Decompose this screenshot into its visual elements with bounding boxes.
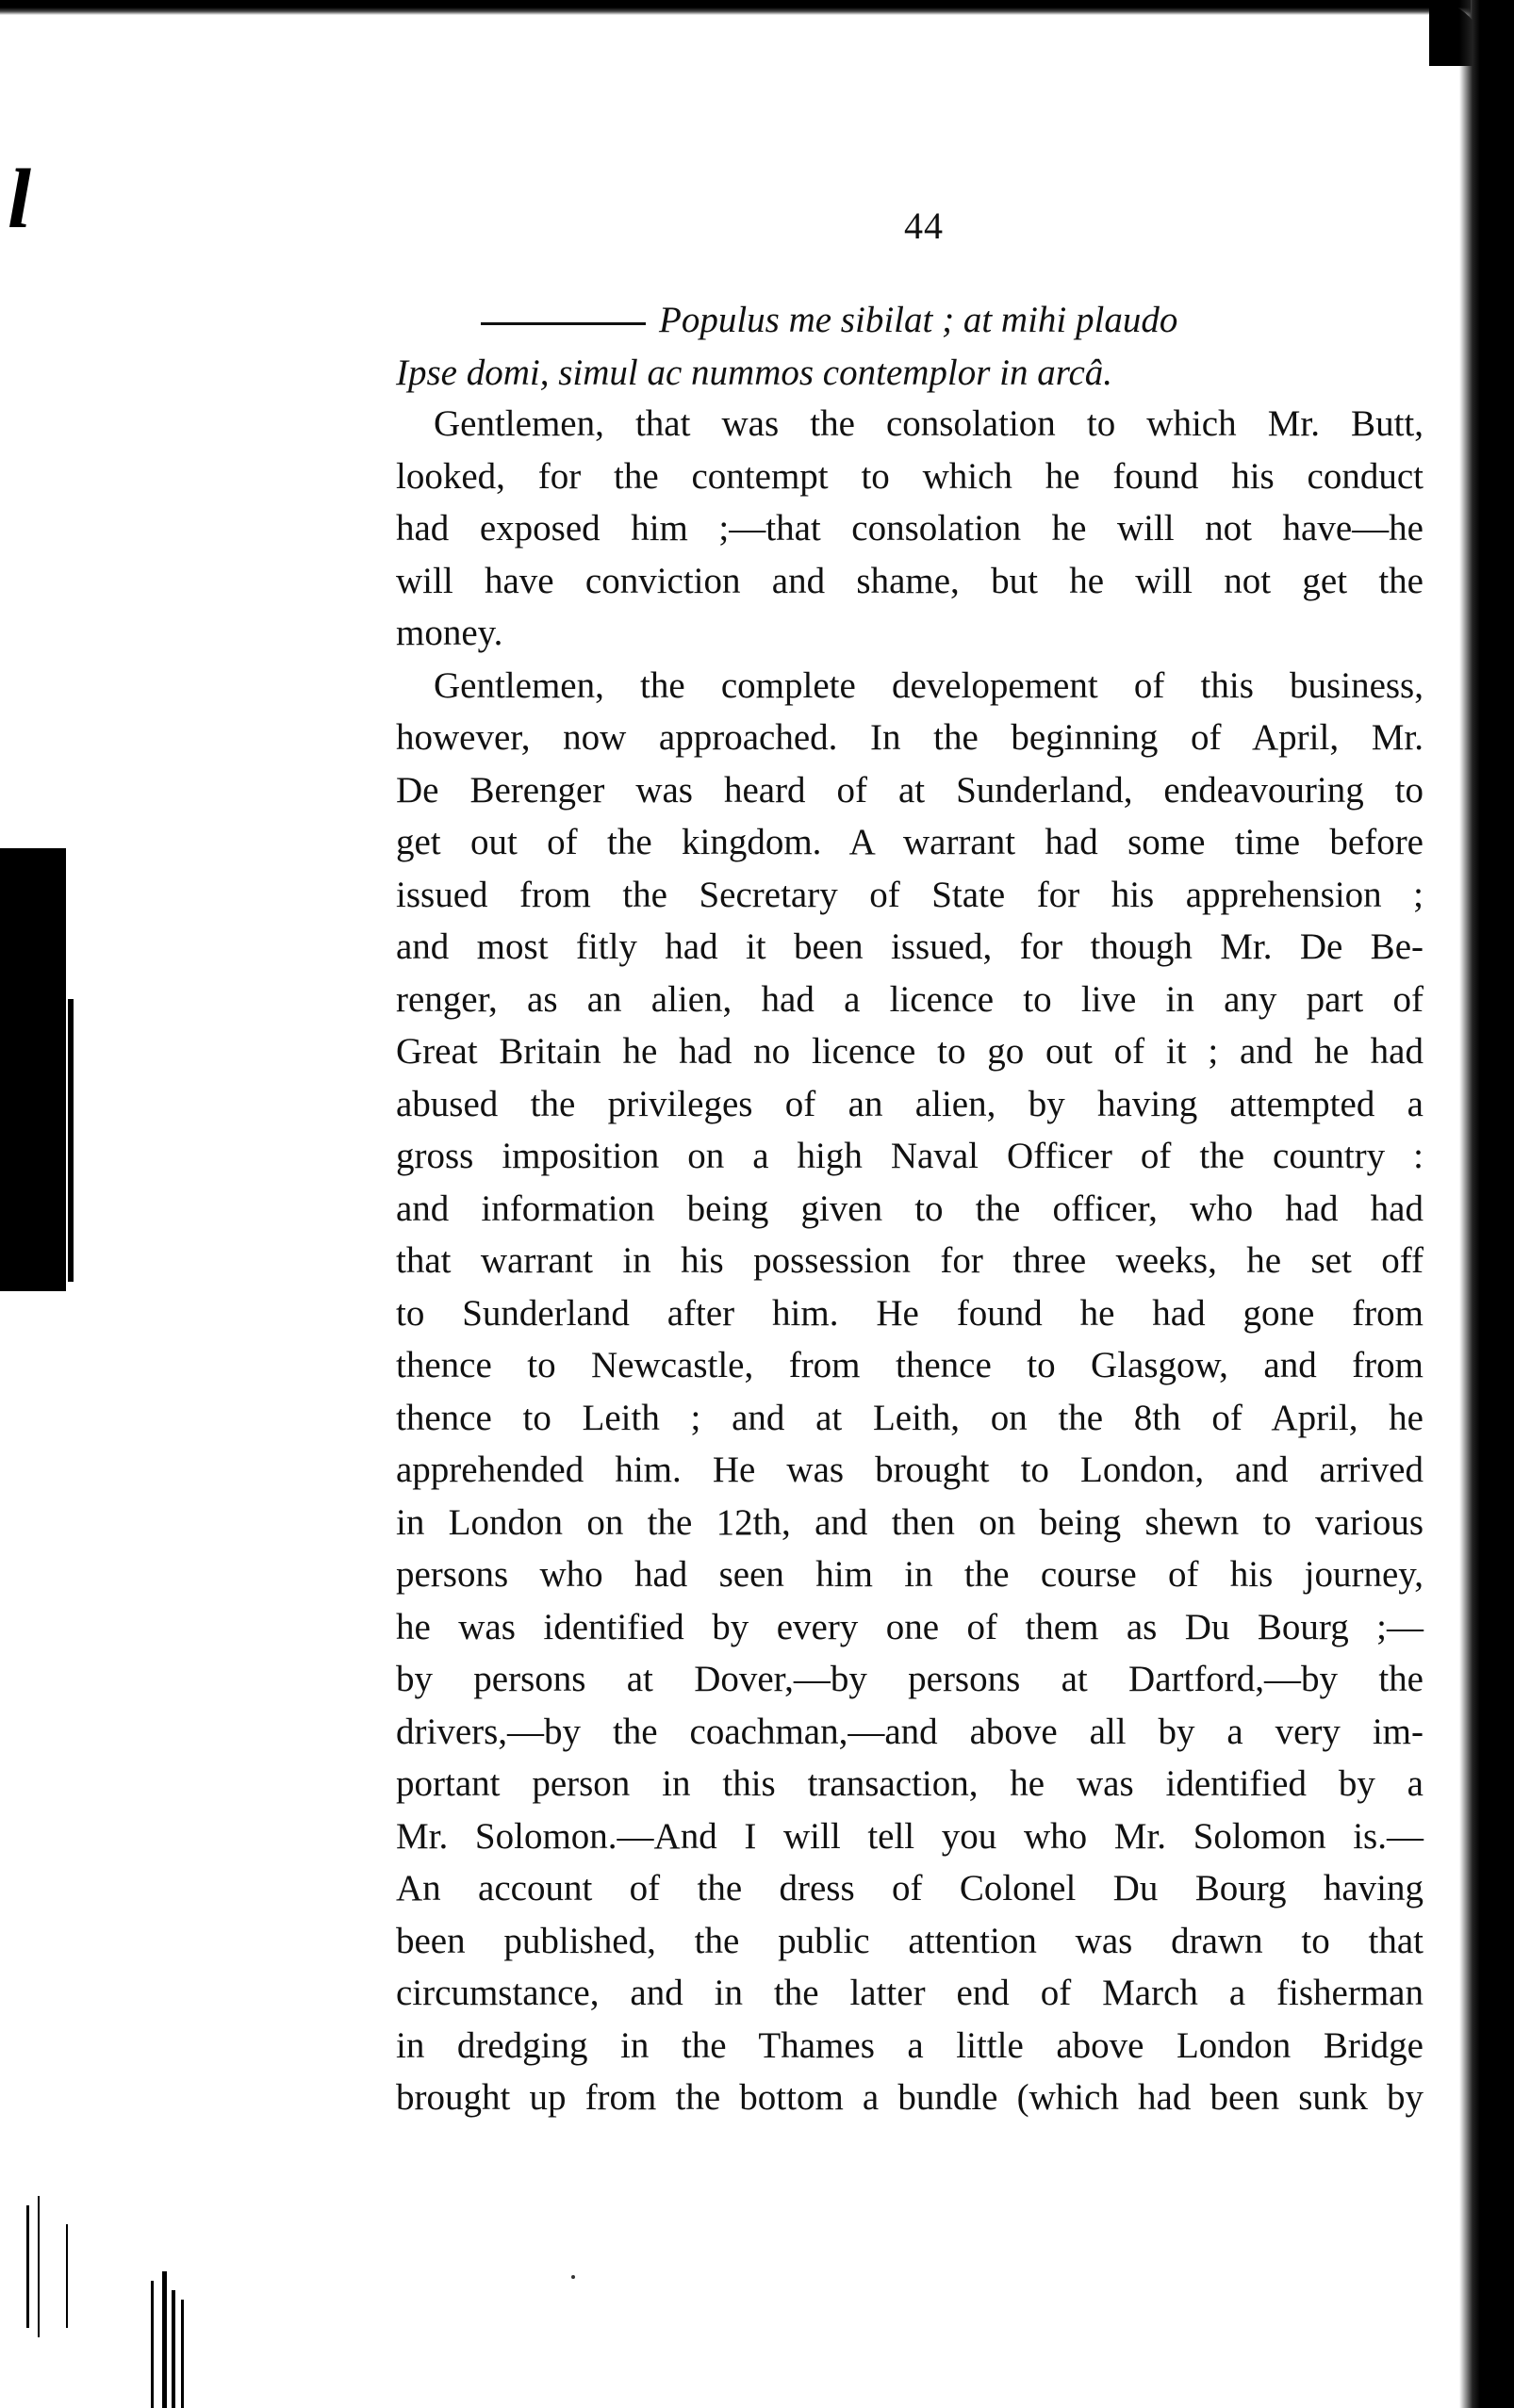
text-line: however, now approached. In the beginning of April, Mr. — [396, 717, 1423, 758]
text-line: thence to Newcastle, from thence to Glasgow, and from — [396, 1345, 1423, 1385]
scan-speck — [571, 2275, 575, 2279]
quote-text: Populus me sibilat ; at mihi plaudo — [659, 300, 1178, 340]
text-line: and information being given to the officer, who had had — [396, 1188, 1423, 1229]
text-line: and most fitly had it been issued, for though Mr. De Be- — [396, 926, 1423, 967]
scan-edge-top — [0, 0, 1471, 15]
text-line: drivers,—by the coachman,—and above all by a very im- — [396, 1711, 1423, 1752]
text-line: gross imposition on a high Naval Officer of the country : — [396, 1136, 1423, 1176]
text-line: to Sunderland after him. He found he had gone from — [396, 1292, 1423, 1334]
text-line: been published, the public attention was drawn to that — [396, 1920, 1423, 1961]
scan-tick-mark — [38, 2196, 40, 2337]
text-line: apprehended him. He was brought to London, and arrived — [396, 1450, 1423, 1490]
quote-dash — [481, 322, 646, 325]
text-line: circumstance, and in the latter end of March a fisherman — [396, 1973, 1423, 2013]
scan-tick-mark — [26, 2205, 29, 2328]
text-line: issued from the Secretary of State for his apprehension ; — [396, 874, 1423, 915]
text-line: persons who had seen him in the course of his journey, — [396, 1554, 1423, 1595]
handwritten-mark: l — [8, 153, 32, 246]
quote-text: Ipse domi, simul ac nummos contemplor in arcâ. — [396, 352, 1113, 393]
text-line: he was identified by every one of them as Du Bourg ;— — [396, 1606, 1423, 1647]
text-line: will have conviction and shame, but he will not get the — [396, 560, 1423, 601]
scan-tick-mark — [162, 2271, 167, 2408]
text-line: looked, for the contempt to which he found his conduct — [396, 455, 1423, 497]
text-line: money. — [396, 613, 503, 653]
scan-edge-right — [1459, 0, 1514, 2408]
text-line: Gentlemen, the complete developement of this business, — [434, 664, 1423, 706]
latin-quotation — [396, 294, 1433, 400]
quote-line — [396, 294, 1433, 347]
text-line: Gentlemen, that was the consolation to which Mr. Butt, — [434, 403, 1423, 444]
page-number: 44 — [904, 205, 944, 247]
text-line: De Berenger was heard of at Sunderland, endeavouring to — [396, 769, 1423, 811]
text-line: by persons at Dover,—by persons at Dartford,—by the — [396, 1659, 1423, 1699]
text-line: that warrant in his possession for three weeks, he set off — [396, 1240, 1423, 1281]
scan-tick-mark — [151, 2281, 154, 2408]
text-line: thence to Leith ; and at Leith, on the 8th of April, he — [396, 1397, 1423, 1438]
scan-binding-line — [68, 999, 74, 1282]
text-line: Great Britain he had no licence to go out of it ; and he had — [396, 1031, 1423, 1072]
text-line: An account of the dress of Colonel Du Bourg having — [396, 1868, 1423, 1908]
text-line: brought up from the bottom a bundle (which had been sunk by — [396, 2077, 1423, 2118]
text-line: in London on the 12th, and then on being shewn to various — [396, 1501, 1423, 1543]
body-text — [396, 398, 1423, 2124]
scan-tick-mark — [66, 2224, 68, 2328]
text-line: abused the privileges of an alien, by having attempted a — [396, 1083, 1423, 1124]
text-line: get out of the kingdom. A warrant had some time before — [396, 822, 1423, 862]
text-line: had exposed him ;—that consolation he will not have—he — [396, 508, 1423, 549]
scan-binding-shadow — [0, 848, 66, 1291]
quote-line — [396, 347, 1433, 400]
text-line: in dredging in the Thames a little above London Bridge — [396, 2024, 1423, 2066]
scan-tick-mark — [181, 2300, 184, 2408]
text-line: renger, as an alien, had a licence to live in any part of — [396, 978, 1423, 1020]
text-line: Mr. Solomon.—And I will tell you who Mr. Solomon is.— — [396, 1815, 1423, 1857]
text-line: portant person in this transaction, he was identified by a — [396, 1763, 1423, 1804]
scan-tick-mark — [172, 2290, 175, 2408]
